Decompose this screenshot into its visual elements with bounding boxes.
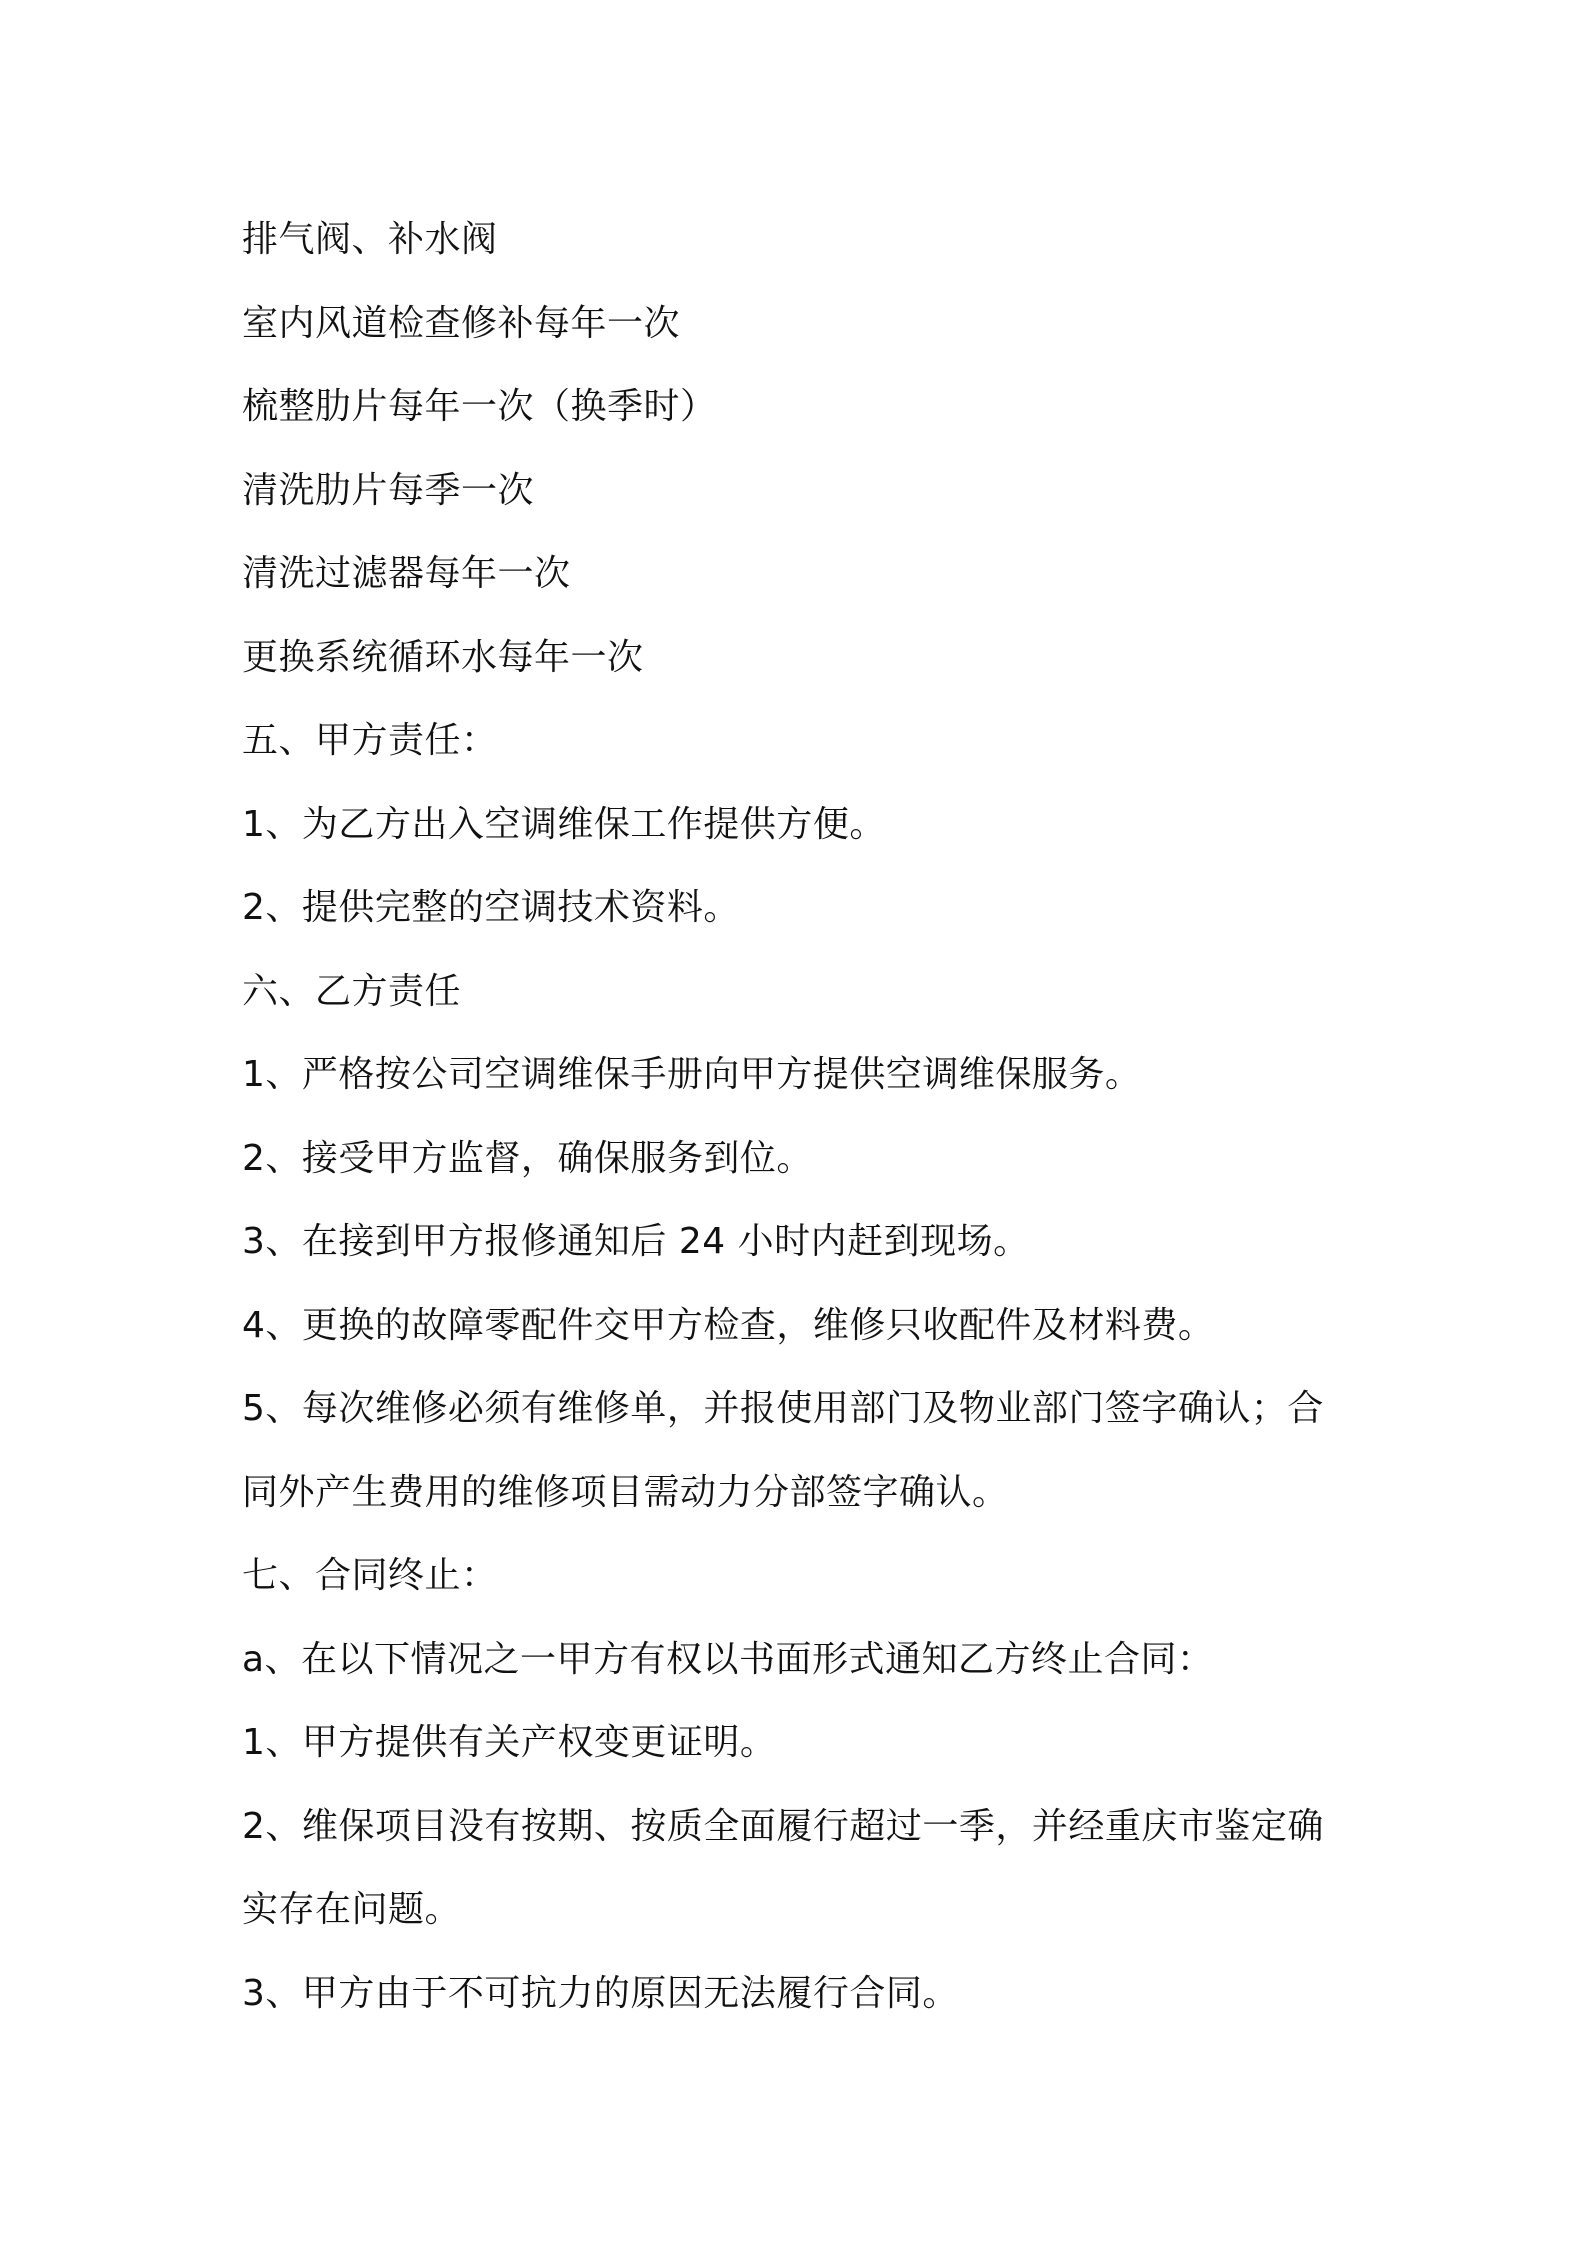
text-line: 3、在接到甲方报修通知后 24 小时内赶到现场。 — [242, 1221, 1030, 1262]
text-line: 3、甲方由于不可抗力的原因无法履行合同。 — [242, 1972, 959, 2014]
text-line: 1、严格按公司空调维保手册向甲方提供空调维保服务。 — [242, 1054, 1142, 1095]
section-heading: 六、乙方责任 — [242, 970, 462, 1012]
document-body — [242, 198, 1362, 2035]
text-line: a、在以下情况之一甲方有权以书面形式通知乙方终止合同： — [242, 1638, 1214, 1680]
text-line: 梳整肋片每年一次（换季时） — [242, 386, 717, 427]
text-line: 同外产生费用的维修项目需动力分部签字确认。 — [242, 1471, 1009, 1513]
text-line: 实存在问题。 — [242, 1889, 462, 1930]
text-line: 2、提供完整的空调技术资料。 — [242, 887, 740, 928]
text-line: 1、为乙方出入空调维保工作提供方便。 — [242, 803, 886, 845]
text-line: 5、每次维修必须有维修单，并报使用部门及物业部门签字确认；合 — [242, 1388, 1324, 1429]
text-line: 清洗过滤器每年一次 — [242, 553, 571, 594]
section-heading: 五、甲方责任： — [242, 720, 498, 761]
text-line: 4、更换的故障零配件交甲方检查，维修只收配件及材料费。 — [242, 1304, 1215, 1346]
text-line: 更换系统循环水每年一次 — [242, 636, 644, 678]
text-line: 2、接受甲方监督，确保服务到位。 — [242, 1137, 813, 1179]
text-line: 1、甲方提供有关产权变更证明。 — [242, 1722, 777, 1763]
text-line: 清洗肋片每季一次 — [242, 469, 535, 511]
text-line: 室内风道检查修补每年一次 — [242, 302, 681, 344]
section-heading: 七、合同终止： — [242, 1555, 498, 1596]
text-line: 排气阀、补水阀 — [242, 219, 498, 260]
text-line: 2、维保项目没有按期、按质全面履行超过一季，并经重庆市鉴定确 — [242, 1805, 1324, 1847]
